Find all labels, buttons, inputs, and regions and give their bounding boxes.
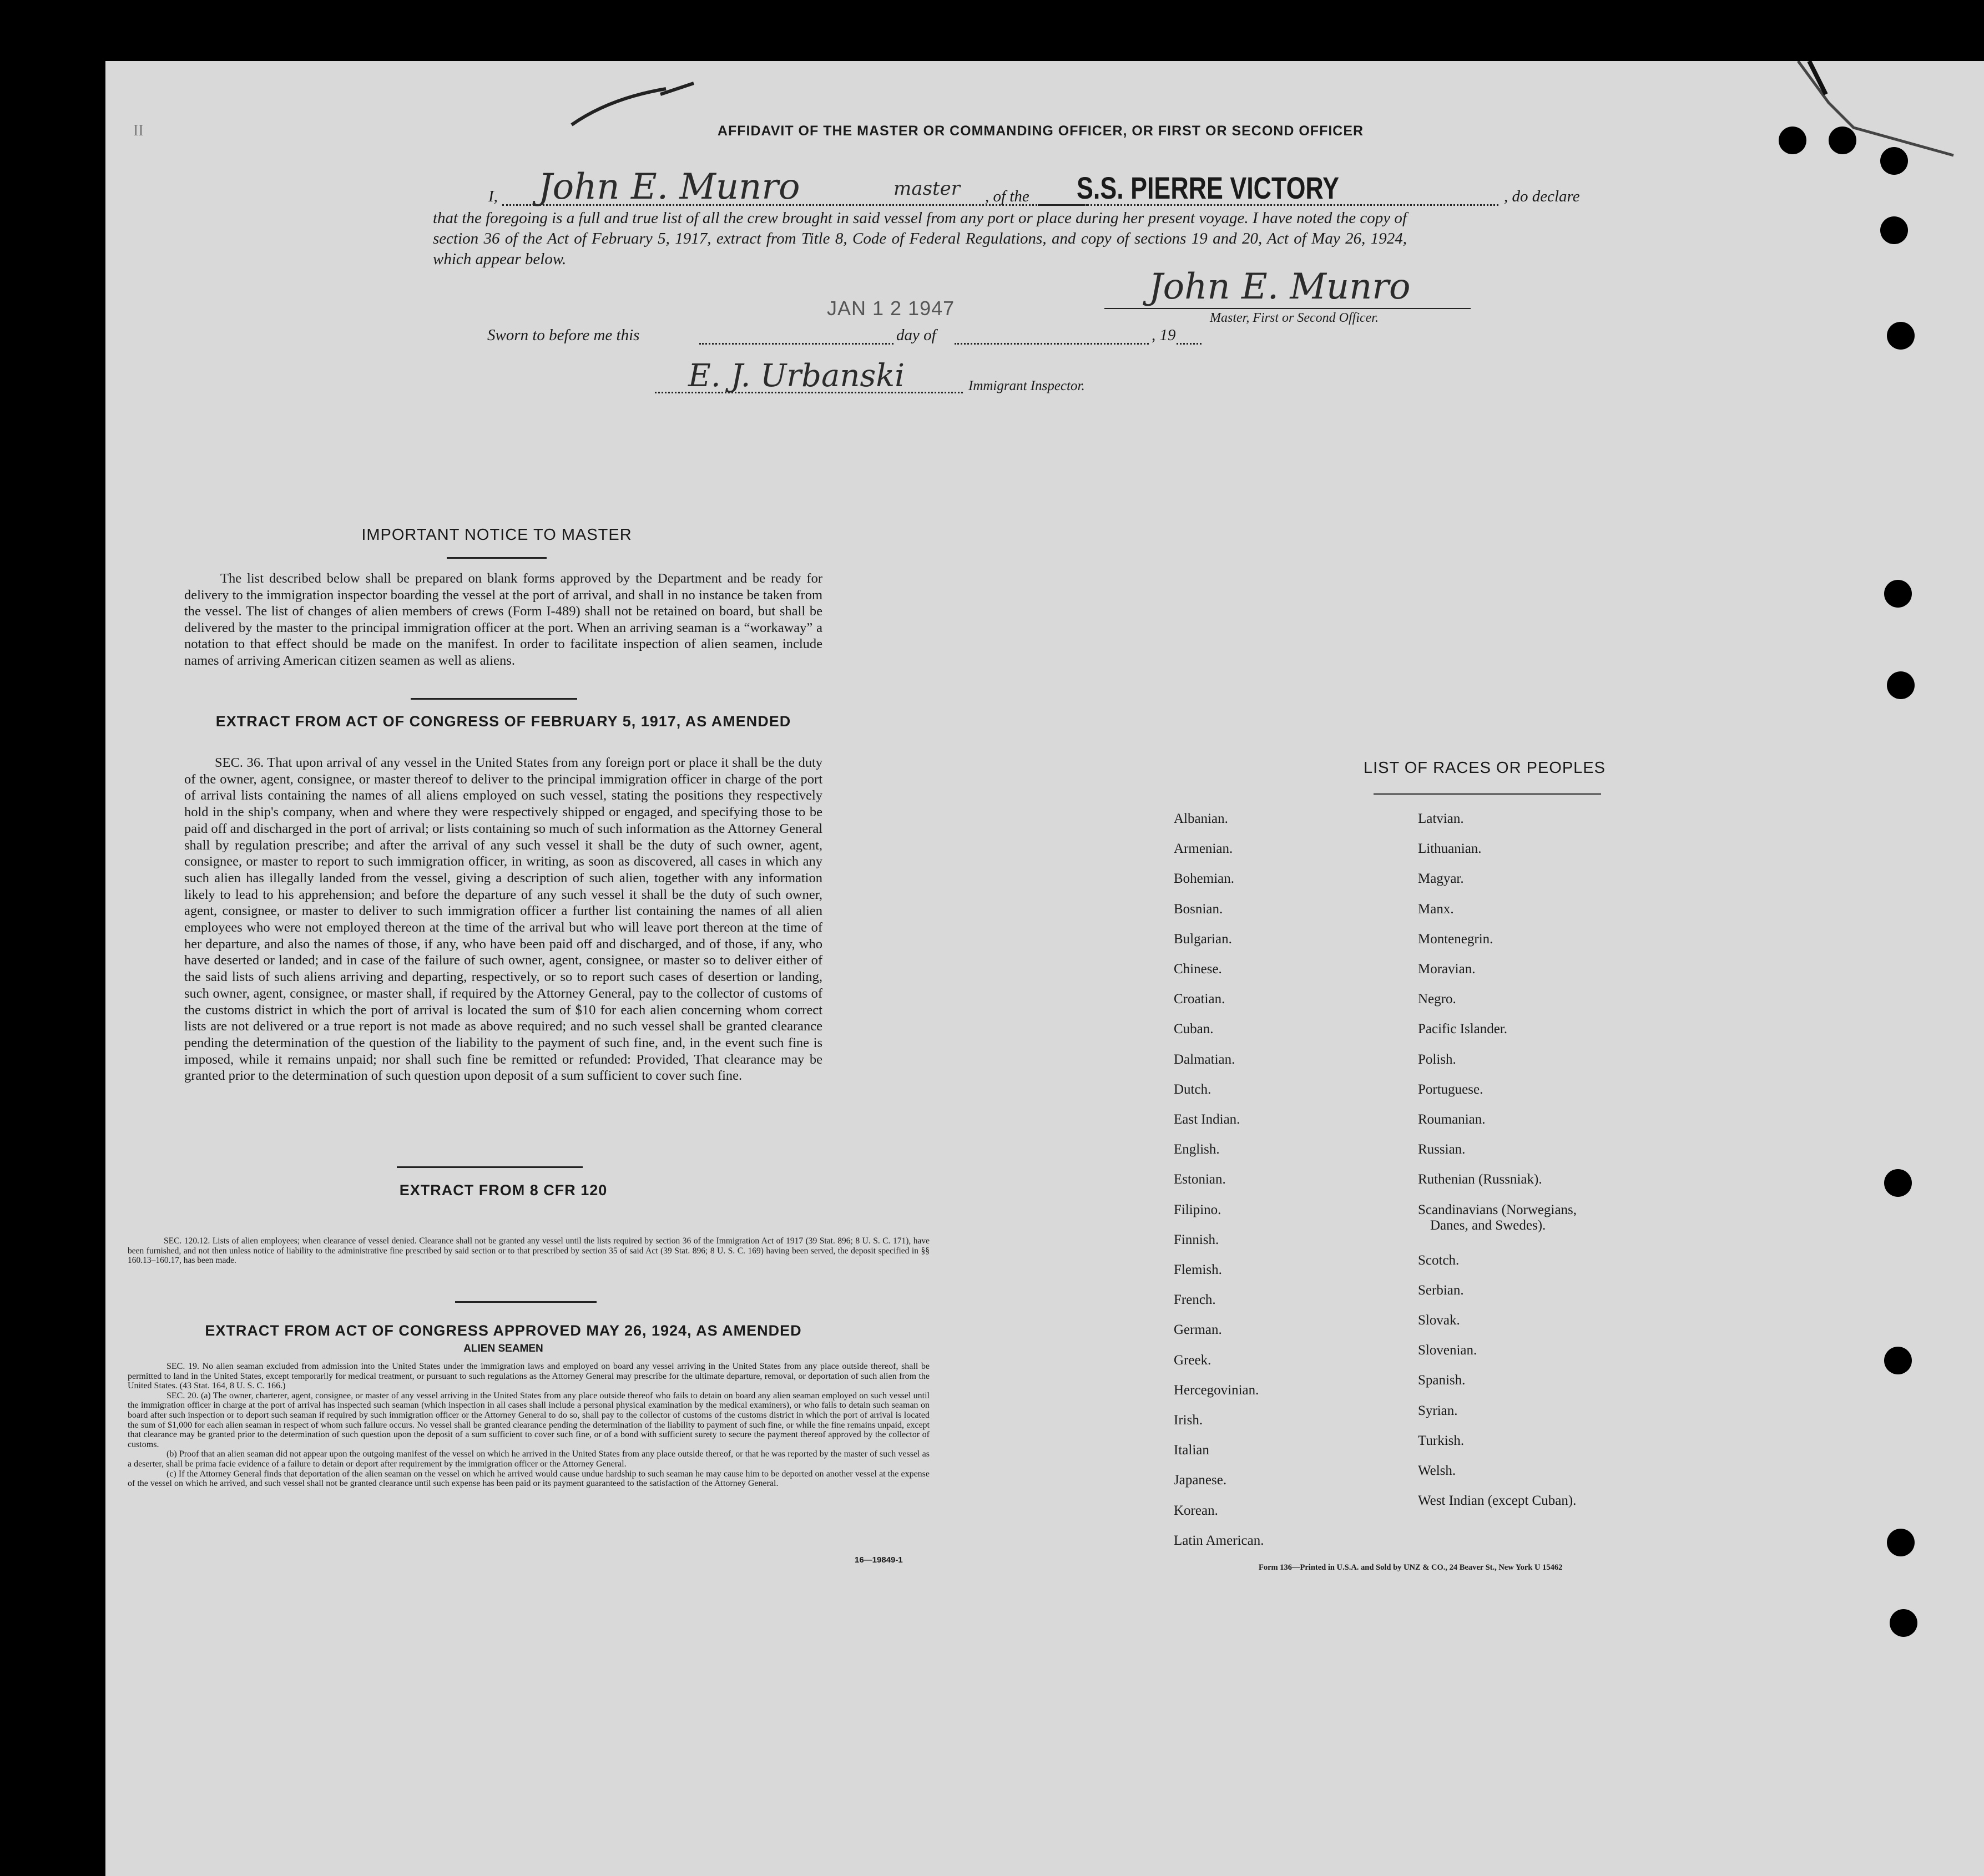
race-item: Croatian.: [1174, 992, 1225, 1007]
race-item: Filipino.: [1174, 1202, 1221, 1217]
race-item: Dalmatian.: [1174, 1051, 1235, 1067]
race-item: German.: [1174, 1322, 1222, 1338]
extract-1917-body: SEC. 36. That upon arrival of any vessel in the United States from any foreign port or place it shall be the duty of the owner, agent, consignee, or master thereof to deliver to the principal immigration officer in charge of the port of arrival lists containing the names of all aliens employed on such vessel, stating the positions they respectively hold in the ship's company, when and where they were respectively shipped or engaged, and specifying those to be paid off and discharged in the port of arrival; or lists containing so much of such information as the Attorney General shall by regulation prescribe; and after the arrival of any such vessel it shall be the duty of such owner, agent, consignee, or master to report to such immigration officer, in writing, as soon as discovered, all cases in which any such alien has illegally landed from the vessel, giving a description of such alien, together with any information likely to lead to his apprehension; and before the departure of any such vessel it shall be the duty of such owner, agent, consignee, or master to deliver to such immigration officer a further list containing the names of all alien employees who were not employed thereon at the time of the arrival but who will leave port thereon at the time of her departure, and also the names of those, if any, who have been paid off and discharged, and of those, if any, who have deserted or landed; and in case of the failure of such owner, agent, consignee, or master so to deliver either of the said lists of such aliens arriving and departing, respectively, or so to report such cases of desertion or landing, such owner, agent, consignee, or master shall, if required by the Attorney General, pay to the collector of customs of the customs district in which the port of arrival is located the sum of $10 for each alien concerning whom correct lists are not delivered or a true report is not made as above required; and no such vessel shall be granted clearance pending the determination of the question of the liability to the payment of such fine, and, in the event such fine is imposed, while it remains unpaid; nor shall such fine be remitted or refunded: Provided, That clearance may be granted prior to the determination of such question upon deposit of a sum sufficient to cover such fine.: [184, 755, 822, 1084]
extract-1924-subtitle: ALIEN SEAMEN: [463, 1343, 543, 1354]
master-signature: John E. Munro: [1149, 266, 1411, 307]
race-item: East Indian.: [1174, 1112, 1240, 1127]
race-item: Estonian.: [1174, 1172, 1226, 1187]
notice-title: IMPORTANT NOTICE TO MASTER: [361, 526, 632, 544]
race-item: Danes, and Swedes).: [1430, 1217, 1546, 1233]
race-item: French.: [1174, 1292, 1216, 1308]
race-item: Magyar.: [1418, 871, 1464, 887]
master-signature-caption: Master, First or Second Officer.: [1210, 311, 1379, 325]
race-item: Slovenian.: [1418, 1343, 1477, 1358]
race-item: Turkish.: [1418, 1433, 1465, 1448]
punch-hole: [1829, 127, 1856, 154]
race-item: Russian.: [1418, 1142, 1466, 1157]
punch-hole: [1884, 1347, 1912, 1374]
do-declare-text: , do declare: [1504, 188, 1580, 205]
divider: [455, 1301, 597, 1303]
affidavit-title: AFFIDAVIT OF THE MASTER OR COMMANDING OFFICER, OR FIRST OR SECOND OFFICER: [717, 123, 1364, 139]
race-item: Greek.: [1174, 1352, 1211, 1368]
punch-hole: [1890, 1609, 1917, 1637]
race-item: Irish.: [1174, 1413, 1203, 1428]
year-prefix: , 19: [1152, 326, 1176, 344]
divider: [397, 1166, 583, 1168]
race-item: Dutch.: [1174, 1081, 1211, 1097]
race-item: Scotch.: [1418, 1252, 1460, 1268]
master-signature-handwritten: John E. Munro: [538, 166, 800, 208]
sworn-text: Sworn to before me this: [487, 326, 640, 344]
race-item: Bosnian.: [1174, 901, 1223, 917]
extract-1924-title: EXTRACT FROM ACT OF CONGRESS APPROVED MAY 26, 1924, AS AMENDED: [205, 1322, 802, 1339]
race-item: Slovak.: [1418, 1313, 1460, 1328]
punch-hole: [1880, 147, 1908, 175]
punch-hole: [1884, 580, 1912, 608]
race-item: Chinese.: [1174, 962, 1222, 977]
race-item: Lithuanian.: [1418, 841, 1482, 857]
sworn-month-line: [955, 343, 1149, 345]
divider: [411, 698, 577, 700]
race-item: Bohemian.: [1174, 871, 1235, 887]
race-item: Negro.: [1418, 992, 1456, 1007]
race-item: Roumanian.: [1418, 1112, 1486, 1127]
vessel-name-stamp: S.S. PIERRE VICTORY: [1077, 170, 1340, 205]
race-item: English.: [1174, 1142, 1220, 1157]
sworn-day-line: [699, 343, 893, 345]
extract-1917-title: EXTRACT FROM ACT OF CONGRESS OF FEBRUARY 5, 1917, AS AMENDED: [215, 713, 791, 730]
inspector-line: [655, 392, 963, 393]
affidavit-prefix: I,: [488, 188, 498, 205]
extract-1924-sec20b: (b) Proof that an alien seaman did not appear upon the outgoing manifest of the vessel on which he arrived in the United States from any place outside thereof, or that he was reported by the master of such vessel as a deserter, shall be prima facie evidence of a failure to detain or deport after requirement by the immigration officer or the Attorney General.: [128, 1449, 930, 1469]
race-item: Spanish.: [1418, 1373, 1466, 1388]
race-item: Japanese.: [1174, 1473, 1227, 1488]
race-item: Latvian.: [1418, 811, 1464, 826]
race-item: Korean.: [1174, 1503, 1218, 1518]
punch-hole: [1887, 1529, 1915, 1556]
divider: [1374, 793, 1601, 795]
race-item: Portuguese.: [1418, 1081, 1483, 1097]
master-signature-line: [1104, 308, 1471, 309]
races-title: LIST OF RACES OR PEOPLES: [1363, 759, 1606, 777]
race-item: Hercegovinian.: [1174, 1382, 1259, 1398]
race-item: Polish.: [1418, 1051, 1456, 1067]
extract-cfr-body: SEC. 120.12. Lists of alien employees; when clearance of vessel denied. Clearance shall not be granted any vessel until the lists required by section 36 of the Immigration Act of 1917 (39 Stat. 896; 8 U. S. C. 171), have been furnished, and not then unless notice of liability to the administrative fine prescribed by said section or to that prescribed by section 35 of said Act (39 Stat. 896; 8 U. S. C. 169) having been served, the deposit specified in §§ 160.13–160.17, has been made.: [128, 1236, 930, 1265]
extract-cfr-title: EXTRACT FROM 8 CFR 120: [399, 1182, 608, 1199]
race-item: Serbian.: [1418, 1282, 1464, 1298]
affidavit-body: that the foregoing is a full and true list of all the crew brought in said vessel from any port or place during her present voyage. I have noted the copy of section 36 of the Act of February 5, 1917, extract from Title 8, Code of Federal Regulations, and copy of sections 19 and 20, Act of May 26, 1924, which appear below.: [433, 209, 1407, 268]
punch-hole: [1887, 322, 1915, 350]
punch-hole: [1884, 1169, 1912, 1197]
form-code: 16—19849-1: [855, 1555, 903, 1565]
race-item: Manx.: [1418, 901, 1454, 917]
sworn-year-line: [1177, 343, 1201, 345]
divider: [447, 557, 547, 559]
inspector-caption: Immigrant Inspector.: [968, 378, 1085, 393]
printer-imprint: Form 136—Printed in U.S.A. and Sold by UNZ & CO., 24 Beaver St., New York U 15462: [1259, 1563, 1563, 1572]
extract-1924-body: [128, 1362, 930, 1489]
inspector-signature: E. J. Urbanski: [688, 358, 905, 394]
race-item: Bulgarian.: [1174, 931, 1232, 947]
extract-1924-sec20a: SEC. 20. (a) The owner, charterer, agent, consignee, or master of any vessel arriving in the United States from any place outside thereof who fails to detain on board any alien seaman employed on such vessel until the immigration officer in charge at the port of arrival has inspected such seaman (which inspection in all cases shall include a personal physical examination by the medical examiners), or who fails to detain such seaman on board after such inspection or to deport such seaman if required by such immigration officer or the Attorney General to do so, shall pay to the collector of customs of the customs district in which the port of arrival is located the sum of $1,000 for each alien seaman in respect of whom such failure occurs. No vessel shall be granted clearance pending the determination of the liability to payment of such fine, or while the fine remains unpaid, except that clearance may be granted prior to the determination of such question upon the deposit of a sum sufficient to cover such fine, or of a bond with sufficient surety to secure the payment thereof approved by the collector of customs.: [128, 1390, 930, 1449]
page-number: II: [133, 122, 144, 139]
race-item: Flemish.: [1174, 1262, 1222, 1277]
document-page: [105, 61, 1984, 1876]
day-of-text: day of: [896, 326, 936, 344]
race-item: Albanian.: [1174, 811, 1228, 826]
race-item: Ruthenian (Russniak).: [1418, 1172, 1542, 1187]
date-stamp: JAN 1 2 1947: [827, 297, 955, 320]
race-item: Moravian.: [1418, 962, 1476, 977]
extract-1924-sec19: SEC. 19. No alien seaman excluded from admission into the United States under the immigration laws and employed on board any vessel arriving in the United States from any place outside thereof, shall be permitted to land in the United States, except temporarily for medical treatment, or pursuant to such regulations as the Attorney General may prescribe for the ultimate departure, removal, or deportation of such alien from the United States. (43 Stat. 164, 8 U. S. C. 166.): [128, 1362, 930, 1391]
race-item: Scandinavians (Norwegians,: [1418, 1202, 1577, 1217]
race-item: Montenegrin.: [1418, 931, 1493, 947]
of-the-text: , of the: [985, 188, 1029, 205]
punch-hole: [1779, 127, 1806, 154]
race-item: Finnish.: [1174, 1232, 1219, 1247]
race-item: Latin American.: [1174, 1533, 1264, 1548]
race-item: Armenian.: [1174, 841, 1233, 857]
notice-body: The list described below shall be prepared on blank forms approved by the Department and be ready for delivery to the immigration inspector boarding the vessel at the port of arrival, and shall in no instance be taken from the vessel. The list of changes of alien members of crews (Form I-489) shall not be retained on board, but shall be delivered by the master to the principal immigration officer at the port. When an arriving seaman is a “workaway” a notation to that effect should be made on the manifest. In order to facilitate inspection of alien seamen, include names of arriving American citizen seamen as well as aliens.: [184, 571, 822, 668]
race-item: West Indian (except Cuban).: [1418, 1493, 1577, 1509]
master-title-handwritten: master: [893, 178, 960, 200]
race-item: Pacific Islander.: [1418, 1022, 1508, 1037]
race-item: Syrian.: [1418, 1403, 1458, 1418]
punch-hole: [1887, 671, 1915, 699]
race-item: Welsh.: [1418, 1463, 1456, 1478]
race-item: Italian: [1174, 1443, 1209, 1458]
extract-1924-sec20c: (c) If the Attorney General finds that deportation of the alien seaman on the vessel on which he arrived would cause undue hardship to such seaman he may cause him to be deported on another vessel at the expense of the vessel on which he arrived, and such vessel shall not be granted clearance until such expense has been paid or its payment guaranteed to the satisfaction of the Attorney General.: [128, 1469, 930, 1489]
race-item: Cuban.: [1174, 1022, 1214, 1037]
punch-hole: [1880, 216, 1908, 244]
